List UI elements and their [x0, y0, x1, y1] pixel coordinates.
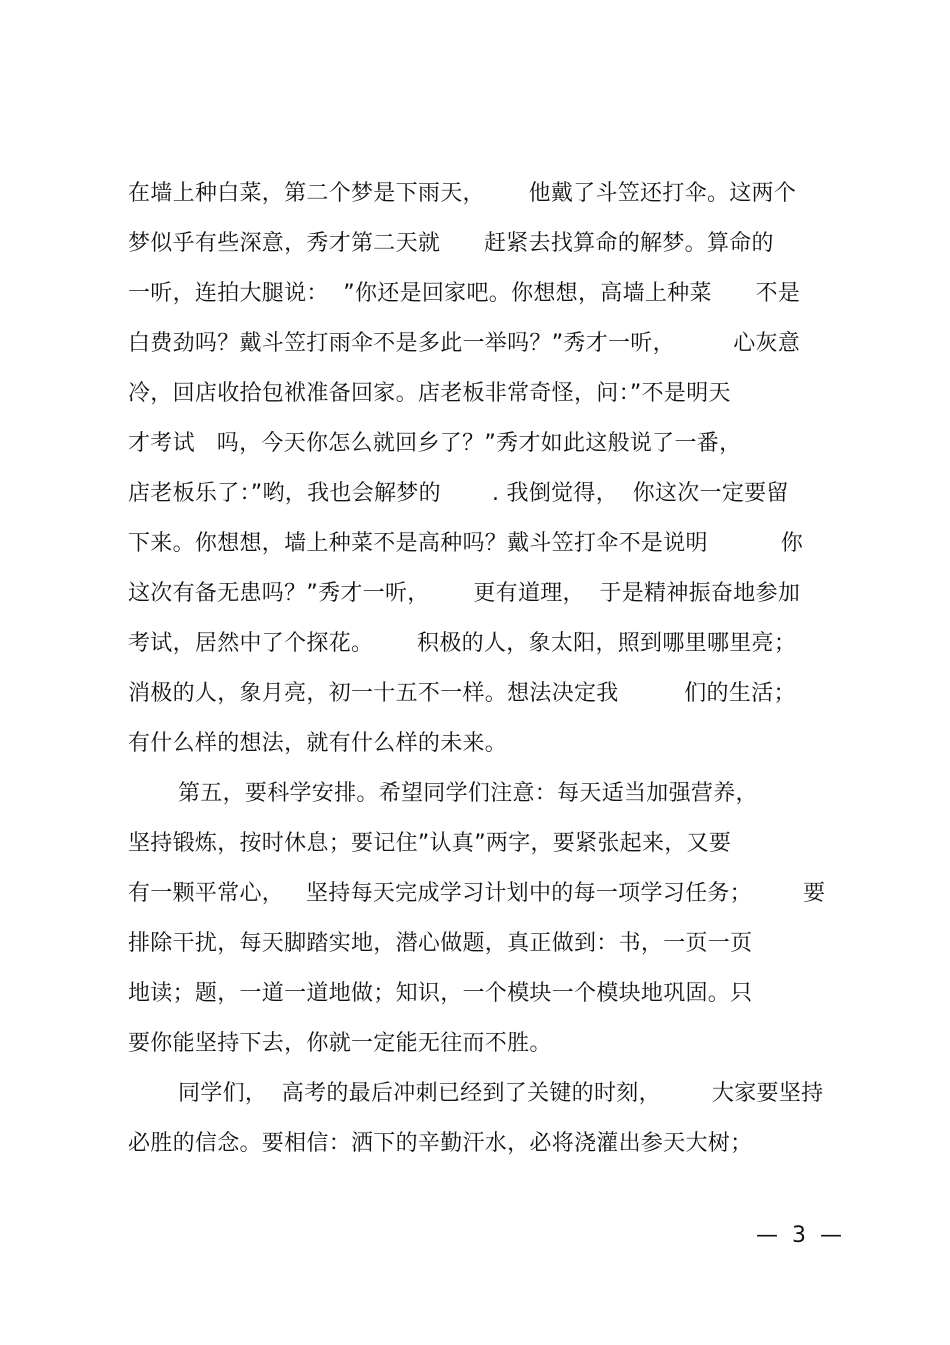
paragraph-first-line: 同学们， 高考的最后冲刺已经到了关键的时刻， 大家要坚持	[178, 1081, 824, 1106]
text-line: 有什么样的想法，就有什么样的未来。	[128, 731, 508, 756]
text-line: 地读；题，一道一道地做；知识，一个模块一个模块地巩固。只	[128, 981, 753, 1006]
text-line: 考试，居然中了个探花。 积极的人，象太阳，照到哪里哪里亮；	[128, 631, 797, 656]
text-line: 消极的人，象月亮，初一十五不一样。想法决定我 们的生活；	[128, 681, 796, 706]
text-line: 才考试 吗，今天你怎么就回乡了？”秀才如此这般说了一番，	[128, 431, 742, 456]
text-line: 在墙上种白菜，第二个梦是下雨天， 他戴了斗笠还打伞。这两个	[128, 181, 797, 206]
text-line: 有一颗平常心， 坚持每天完成学习计划中的每一项学习任务； 要	[128, 881, 826, 906]
text-line: 这次有备无患吗？”秀才一听， 更有道理， 于是精神振奋地参加	[128, 581, 801, 606]
text-line: 一听，连拍大腿说： ”你还是回家吧。你想想，高墙上种菜 不是	[128, 281, 801, 306]
text-line: 白费劲吗？戴斗笠打雨伞不是多此一举吗？”秀才一听， 心灰意	[128, 331, 801, 356]
text-line: 下来。你想想，墙上种菜不是高种吗？戴斗笠打伞不是说明 你	[128, 531, 804, 556]
text-line: 排除干扰，每天脚踏实地，潜心做题，真正做到：书，一页一页	[128, 931, 753, 956]
text-line: 要你能坚持下去，你就一定能无往而不胜。	[128, 1031, 552, 1056]
text-line: 冷，回店收拾包袱准备回家。店老板非常奇怪，问：”不是明天	[128, 381, 731, 406]
text-line: 梦似乎有些深意，秀才第二天就 赶紧去找算命的解梦。算命的	[128, 231, 774, 256]
text-line: 坚持锻炼，按时休息；要记住”认真”两字，要紧张起来，又要	[128, 831, 732, 856]
text-line: 店老板乐了：”哟，我也会解梦的 . 我倒觉得， 你这次一定要留	[128, 481, 789, 506]
text-line: 必胜的信念。要相信：洒下的辛勤汗水，必将浇灌出参天大树；	[128, 1131, 753, 1156]
paragraph-first-line: 第五，要科学安排。希望同学们注意：每天适当加强营养，	[178, 781, 758, 806]
page-number: — 3 —	[756, 1223, 842, 1248]
